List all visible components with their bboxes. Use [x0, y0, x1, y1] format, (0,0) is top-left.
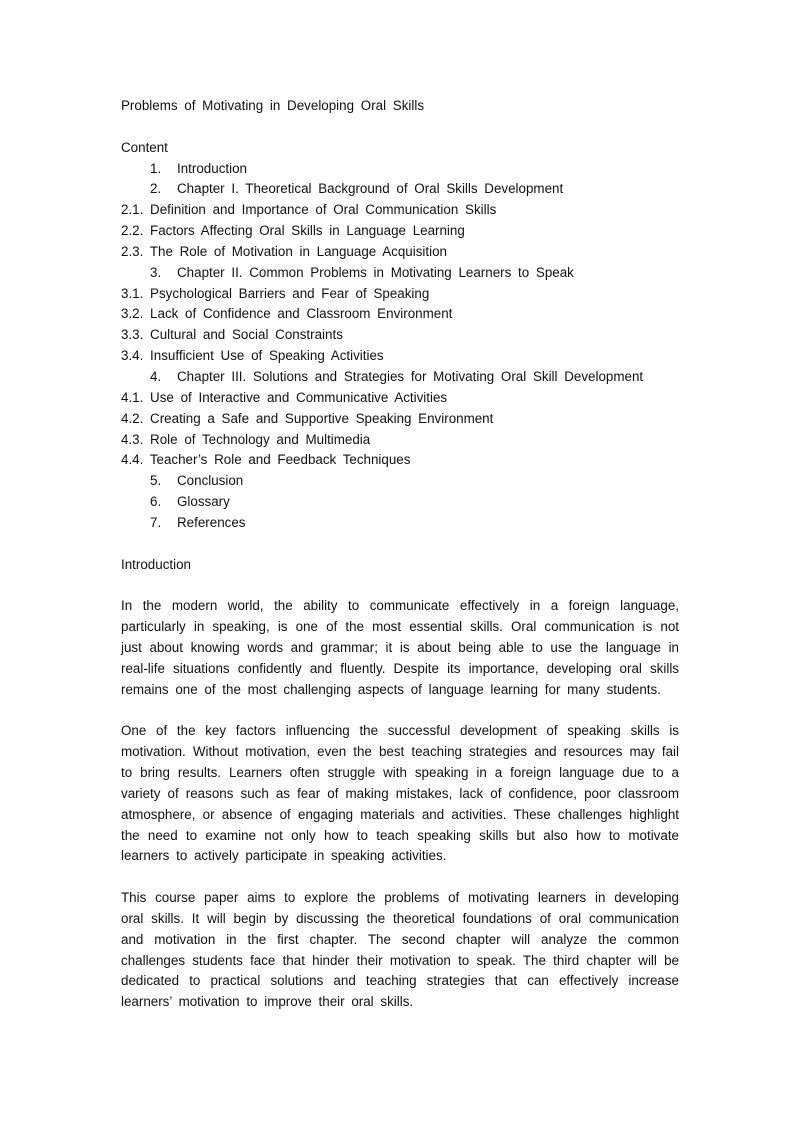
toc-number: 7. — [150, 514, 162, 530]
document-page — [121, 96, 679, 1034]
toc-text: Introduction — [177, 160, 247, 176]
toc-text: Glossary — [177, 494, 230, 510]
content-heading: Content — [121, 139, 168, 155]
toc-text: References — [177, 514, 246, 530]
toc-number: 5. — [150, 473, 162, 489]
toc-number: 6. — [150, 494, 162, 510]
toc-item-conclusion — [121, 471, 679, 492]
toc-subitem-2-3: 2.3. The Role of Motivation in Language Acquisition — [121, 243, 447, 259]
toc-item-glossary — [121, 492, 679, 513]
toc-item-chapter-3 — [121, 367, 679, 388]
toc-subitem-4-2: 4.2. Creating a Safe and Supportive Speaking Environment — [121, 410, 494, 426]
toc-number: 2. — [150, 181, 162, 197]
toc-text: Chapter I. Theoretical Background of Oral Skills Development — [177, 181, 564, 197]
toc-number: 3. — [150, 264, 162, 280]
toc-item-references — [121, 513, 679, 534]
introduction-heading: Introduction — [121, 556, 191, 572]
introduction-paragraph-1: In the modern world, the ability to communicate effectively in a foreign language, particularly in speaking, is one of the most essential skills. Oral communication is not just about knowing words and grammar; it is about being able to use the language in real-life situations confidently and fluently. Despite its importance, developing oral skills remains one of the most challenging aspects of language learning for many students. — [121, 598, 679, 697]
document-title: Problems of Motivating in Developing Oral Skills — [121, 98, 425, 113]
toc-text: Chapter III. Solutions and Strategies for Motivating Oral Skill Development — [177, 368, 644, 384]
toc-subitem-3-4: 3.4. Insufficient Use of Speaking Activities — [121, 348, 384, 364]
toc-subitem-4-1: 4.1. Use of Interactive and Communicative Activities — [121, 389, 448, 405]
toc-subitem-3-3: 3.3. Cultural and Social Constraints — [121, 327, 343, 343]
toc-subitem-2-2: 2.2. Factors Affecting Oral Skills in Language Learning — [121, 223, 465, 239]
toc-number: 4. — [150, 368, 162, 384]
toc-item-introduction — [121, 159, 679, 180]
toc-number: 1. — [150, 160, 162, 176]
toc-subitem-3-1: 3.1. Psychological Barriers and Fear of Speaking — [121, 285, 430, 301]
toc-text: Conclusion — [177, 473, 244, 489]
toc-text: Chapter II. Common Problems in Motivating Learners to Speak — [177, 264, 574, 280]
toc-item-chapter-1 — [121, 179, 679, 200]
toc-subitem-2-1: 2.1. Definition and Importance of Oral Communication Skills — [121, 202, 497, 218]
toc-item-chapter-2 — [121, 263, 679, 284]
introduction-paragraph-2: One of the key factors influencing the successful development of speaking skills is motivation. Without motivation, even the best teaching strategies and resources may fail to bring results. Learners often struggle with speaking in a foreign language due to a variety of reasons such as fear of making mistakes, lack of confidence, poor classroom atmosphere, or absence of engaging materials and activities. These challenges highlight the need to examine not only how to teach speaking skills but also how to motivate learners to actively participate in speaking activities. — [121, 723, 679, 864]
toc-subitem-4-4: 4.4. Teacher’s Role and Feedback Techniques — [121, 452, 411, 468]
toc-subitem-4-3: 4.3. Role of Technology and Multimedia — [121, 431, 371, 447]
table-of-contents — [121, 159, 679, 534]
introduction-paragraph-3: This course paper aims to explore the problems of motivating learners in developing oral skills. It will begin by discussing the theoretical foundations of oral communication and motivation in the first chapter. The second chapter will analyze the common challenges students face that hinder their motivation to speak. The third chapter will be dedicated to practical solutions and teaching strategies that can effectively increase learners’ motivation to improve their oral skills. — [121, 890, 679, 1010]
toc-subitem-3-2: 3.2. Lack of Confidence and Classroom Environment — [121, 306, 453, 322]
